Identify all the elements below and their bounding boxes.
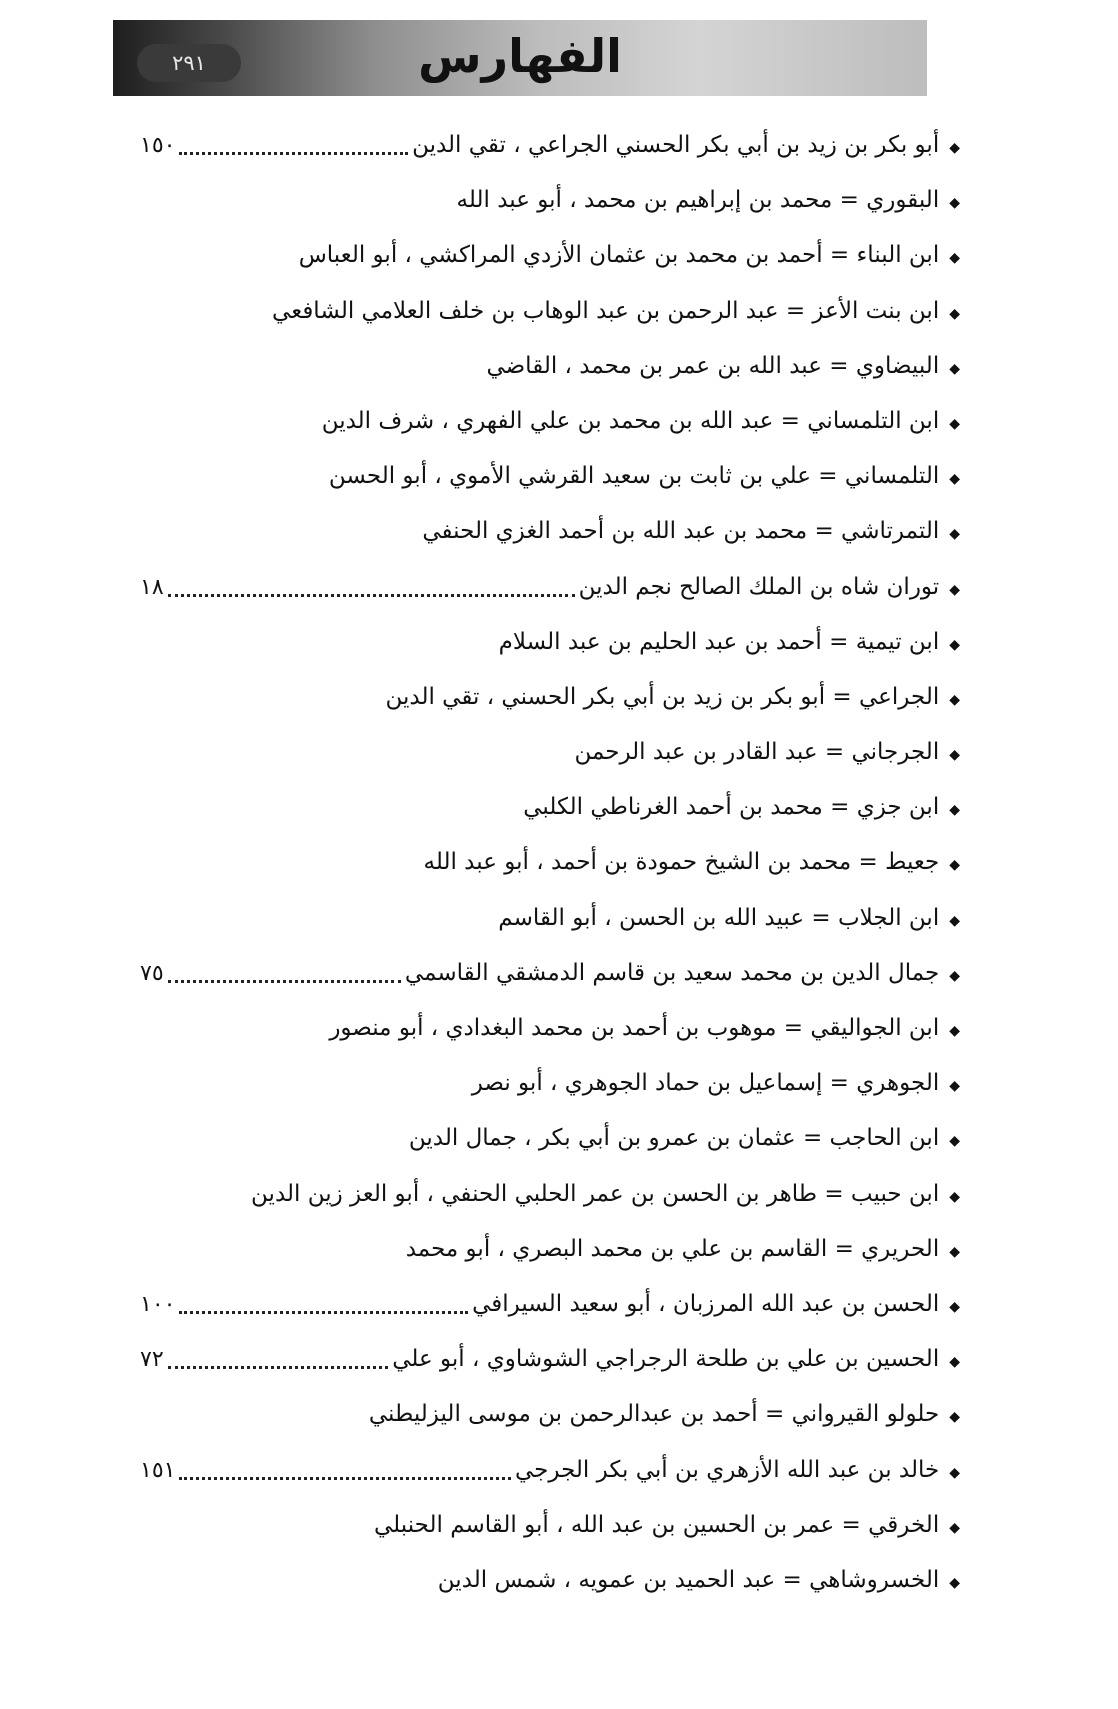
bullet-icon: ◆ [949, 415, 960, 432]
entry-text: الجراعي = أبو بكر بن زيد بن أبي بكر الحسني ، تقي الدين [385, 683, 940, 710]
index-entry [140, 670, 960, 725]
index-entry [140, 1277, 960, 1332]
bullet-icon: ◆ [949, 1574, 960, 1591]
entry-text: أبو بكر بن زيد بن أبي بكر الحسني الجراعي ، تقي الدين [412, 132, 940, 158]
bullet-icon: ◆ [949, 1354, 960, 1371]
index-entry [140, 1553, 960, 1608]
index-entry [140, 835, 960, 890]
bullet-icon: ◆ [949, 471, 960, 488]
entry-text: خالد بن عبد الله الأزهري بن أبي بكر الجرجي [515, 1456, 940, 1483]
entry-text: الجرجاني = عبد القادر بن عبد الرحمن [574, 739, 940, 766]
bullet-icon: ◆ [949, 526, 960, 543]
bullet-icon: ◆ [949, 1133, 960, 1150]
entry-text: ابن بنت الأعز = عبد الرحمن بن عبد الوهاب بن خلف العلامي الشافعي [272, 297, 940, 324]
index-list [140, 118, 960, 1608]
entry-text: ابن الجواليقي = موهوب بن أحمد بن محمد البغدادي ، أبو منصور [329, 1015, 940, 1041]
bullet-icon: ◆ [949, 250, 960, 267]
page-header [113, 20, 927, 96]
bullet-icon: ◆ [949, 140, 960, 156]
index-entry [140, 560, 960, 615]
entry-text: البقوري = محمد بن إبراهيم بن محمد ، أبو عبد الله [456, 187, 940, 214]
entry-text: الحسن بن عبد الله المرزبان ، أبو سعيد السيرافي [472, 1290, 940, 1317]
index-entry [140, 1498, 960, 1553]
entry-text: ابن الحاجب = عثمان بن عمرو بن أبي بكر ، جمال الدين [408, 1125, 940, 1152]
index-entry [140, 1443, 960, 1498]
entry-text: ابن الجلاب = عبيد الله بن الحسن ، أبو القاسم [498, 904, 940, 931]
bullet-icon: ◆ [949, 1243, 960, 1260]
entry-text: التمرتاشي = محمد بن عبد الله بن أحمد الغزي الحنفي [422, 518, 940, 545]
index-entry [140, 394, 960, 449]
index-entry [140, 504, 960, 559]
entry-page-number: ١٥٠ [140, 133, 176, 158]
entry-text: ابن البناء = أحمد بن محمد بن عثمان الأزدي المراكشي ، أبو العباس [298, 242, 940, 269]
bullet-icon: ◆ [949, 857, 960, 874]
bullet-icon: ◆ [949, 1519, 960, 1536]
dot-leader [168, 594, 575, 597]
entry-text: جعيط = محمد بن الشيخ حمودة بن أحمد ، أبو عبد الله [423, 849, 940, 876]
entry-text: ابن جزي = محمد بن أحمد الغرناطي الكلبي [523, 794, 940, 821]
index-entry [140, 1001, 960, 1056]
entry-text: حلولو القيرواني = أحمد بن عبدالرحمن بن موسى اليزليطني [368, 1401, 940, 1428]
index-entry [140, 1332, 960, 1387]
bullet-icon: ◆ [949, 691, 960, 708]
entry-text: التلمساني = علي بن ثابت بن سعيد القرشي الأموي ، أبو الحسن [328, 463, 940, 490]
entry-page-number: ١٥١ [140, 1457, 176, 1483]
bullet-icon: ◆ [949, 305, 960, 322]
entry-text: الحسين بن علي بن طلحة الرجراجي الشوشاوي ، أبو علي [392, 1346, 940, 1373]
bullet-icon: ◆ [949, 1409, 960, 1426]
index-entry [140, 1056, 960, 1111]
bullet-icon: ◆ [949, 1188, 960, 1205]
bullet-icon: ◆ [949, 636, 960, 653]
index-entry [140, 339, 960, 394]
bullet-icon: ◆ [949, 195, 960, 212]
index-entry [140, 228, 960, 283]
index-entry [140, 946, 960, 1001]
index-entry [140, 891, 960, 946]
bullet-icon: ◆ [949, 912, 960, 929]
entry-text: ابن التلمساني = عبد الله بن محمد بن علي الفهري ، شرف الدين [321, 407, 940, 434]
dot-leader [168, 1366, 389, 1369]
index-entry [140, 1167, 960, 1222]
index-entry [140, 1222, 960, 1277]
entry-text: البيضاوي = عبد الله بن عمر بن محمد ، القاضي [486, 352, 940, 379]
index-entry [140, 780, 960, 835]
bullet-icon: ◆ [949, 1298, 960, 1315]
entry-page-number: ١٨ [140, 574, 164, 600]
index-entry [140, 1387, 960, 1442]
bullet-icon: ◆ [949, 581, 960, 598]
entry-text: ابن حبيب = طاهر بن الحسن بن عمر الحلبي الحنفي ، أبو العز زين الدين [251, 1180, 940, 1207]
index-entry [140, 284, 960, 339]
dot-leader [179, 152, 408, 155]
entry-text: جمال الدين بن محمد سعيد بن قاسم الدمشقي القاسمي [404, 959, 940, 986]
index-entry [140, 449, 960, 504]
index-entry [140, 1111, 960, 1166]
bullet-icon: ◆ [949, 967, 960, 984]
bullet-icon: ◆ [949, 1023, 960, 1039]
entry-page-number: ٧٥ [140, 960, 164, 986]
entry-text: الخرقي = عمر بن الحسين بن عبد الله ، أبو القاسم الحنبلي [373, 1511, 940, 1538]
dot-leader [179, 1311, 468, 1314]
dot-leader [168, 980, 401, 983]
entry-text: الخسروشاهي = عبد الحميد بن عمويه ، شمس الدين [437, 1566, 940, 1593]
page-number-badge: ٢٩١ [137, 44, 241, 82]
index-entry [140, 118, 960, 173]
entry-text: ابن تيمية = أحمد بن عبد الحليم بن عبد السلام [498, 628, 940, 655]
entry-text: توران شاه بن الملك الصالح نجم الدين [578, 573, 940, 600]
entry-text: الجوهري = إسماعيل بن حماد الجوهري ، أبو نصر [471, 1070, 940, 1097]
dot-leader [179, 1477, 511, 1480]
bullet-icon: ◆ [949, 802, 960, 819]
entry-text: الحريري = القاسم بن علي بن محمد البصري ، أبو محمد [405, 1235, 940, 1262]
bullet-icon: ◆ [949, 1078, 960, 1095]
bullet-icon: ◆ [949, 747, 960, 764]
index-entry [140, 725, 960, 780]
index-entry [140, 615, 960, 670]
bullet-icon: ◆ [949, 1464, 960, 1481]
index-entry [140, 173, 960, 228]
bullet-icon: ◆ [949, 360, 960, 377]
entry-page-number: ٧٢ [140, 1347, 164, 1373]
section-title: الفهارس [418, 29, 622, 83]
entry-page-number: ١٠٠ [140, 1291, 176, 1317]
